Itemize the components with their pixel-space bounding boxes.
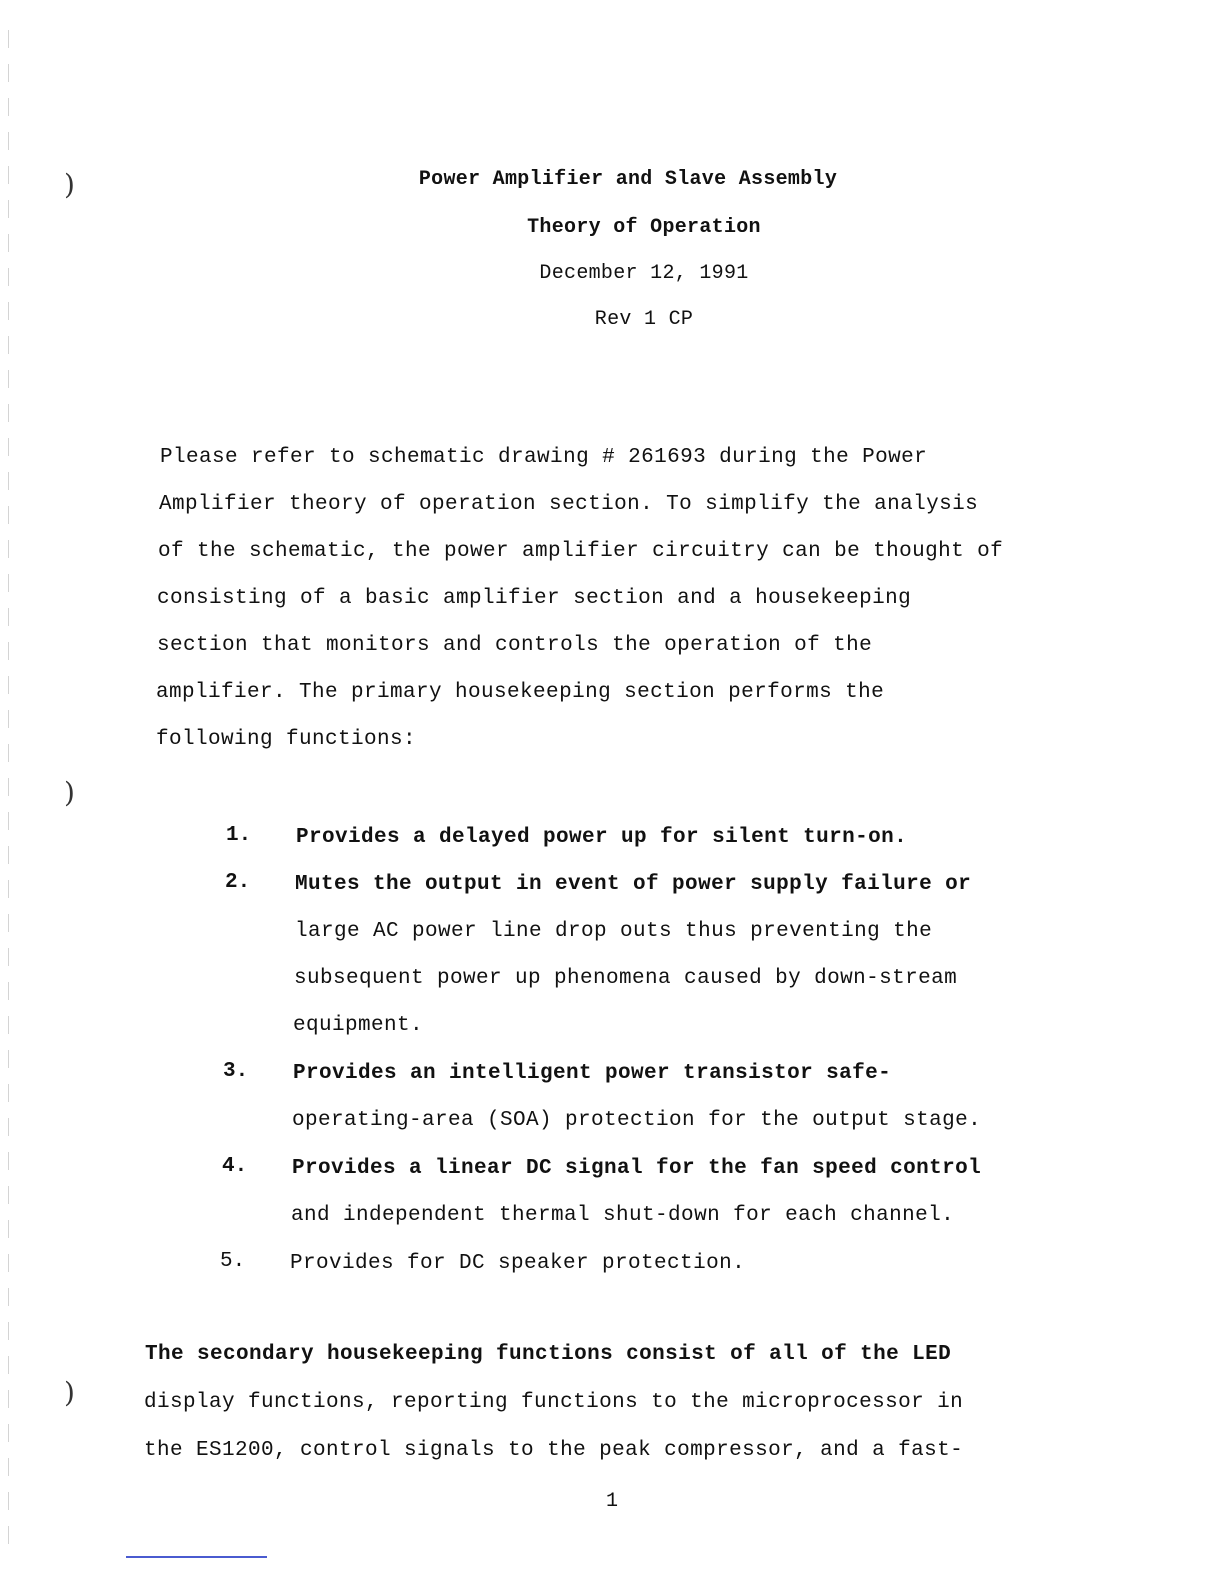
scan-edge-artifact (8, 30, 9, 1560)
binding-hole-mark: ) (64, 168, 75, 201)
intro-line: Please refer to schematic drawing # 261693 during the Power (160, 446, 928, 469)
page-number: 1 (606, 1490, 619, 1513)
list-item-text: Provides an intelligent power transistor safe- (293, 1062, 892, 1085)
list-item-text: Mutes the output in event of power supply failure or (295, 873, 972, 896)
document-revision: Rev 1 CP (594, 308, 694, 331)
document-title: Power Amplifier and Slave Assembly (418, 168, 838, 191)
list-item-text: Provides for DC speaker protection. (290, 1252, 746, 1275)
secondary-line: display functions, reporting functions to the microprocessor in (144, 1391, 964, 1414)
list-item-text: large AC power line drop outs thus preventing the (295, 920, 933, 943)
list-item-text: and independent thermal shut-down for each channel. (291, 1204, 955, 1227)
list-item-text: subsequent power up phenomena caused by down-stream (294, 967, 958, 990)
intro-line: consisting of a basic amplifier section and a housekeeping (157, 587, 912, 610)
list-item-number: 3. (223, 1060, 249, 1083)
intro-line: amplifier. The primary housekeeping section performs the (156, 681, 885, 704)
secondary-line: The secondary housekeeping functions consist of all of the LED (145, 1343, 952, 1366)
intro-line: of the schematic, the power amplifier circuitry can be thought of (158, 540, 1004, 563)
list-item-number: 5. (220, 1250, 246, 1273)
scan-underline-artifact (126, 1556, 267, 1558)
secondary-line: the ES1200, control signals to the peak compressor, and a fast- (144, 1439, 964, 1462)
list-item-text: Provides a delayed power up for silent turn-on. (296, 826, 908, 849)
binding-hole-mark: ) (64, 1376, 75, 1409)
list-item-number: 4. (222, 1155, 248, 1178)
document-date: December 12, 1991 (539, 262, 749, 285)
document-subtitle: Theory of Operation (527, 216, 761, 239)
list-item-number: 1. (226, 824, 252, 847)
list-item-text: Provides a linear DC signal for the fan speed control (292, 1157, 982, 1180)
list-item-number: 2. (225, 871, 251, 894)
intro-line: following functions: (156, 728, 417, 751)
list-item-text: operating-area (SOA) protection for the output stage. (292, 1109, 982, 1132)
intro-line: Amplifier theory of operation section. To simplify the analysis (159, 493, 979, 516)
list-item-text: equipment. (293, 1014, 424, 1037)
binding-hole-mark: ) (64, 776, 75, 809)
intro-line: section that monitors and controls the operation of the (157, 634, 873, 657)
